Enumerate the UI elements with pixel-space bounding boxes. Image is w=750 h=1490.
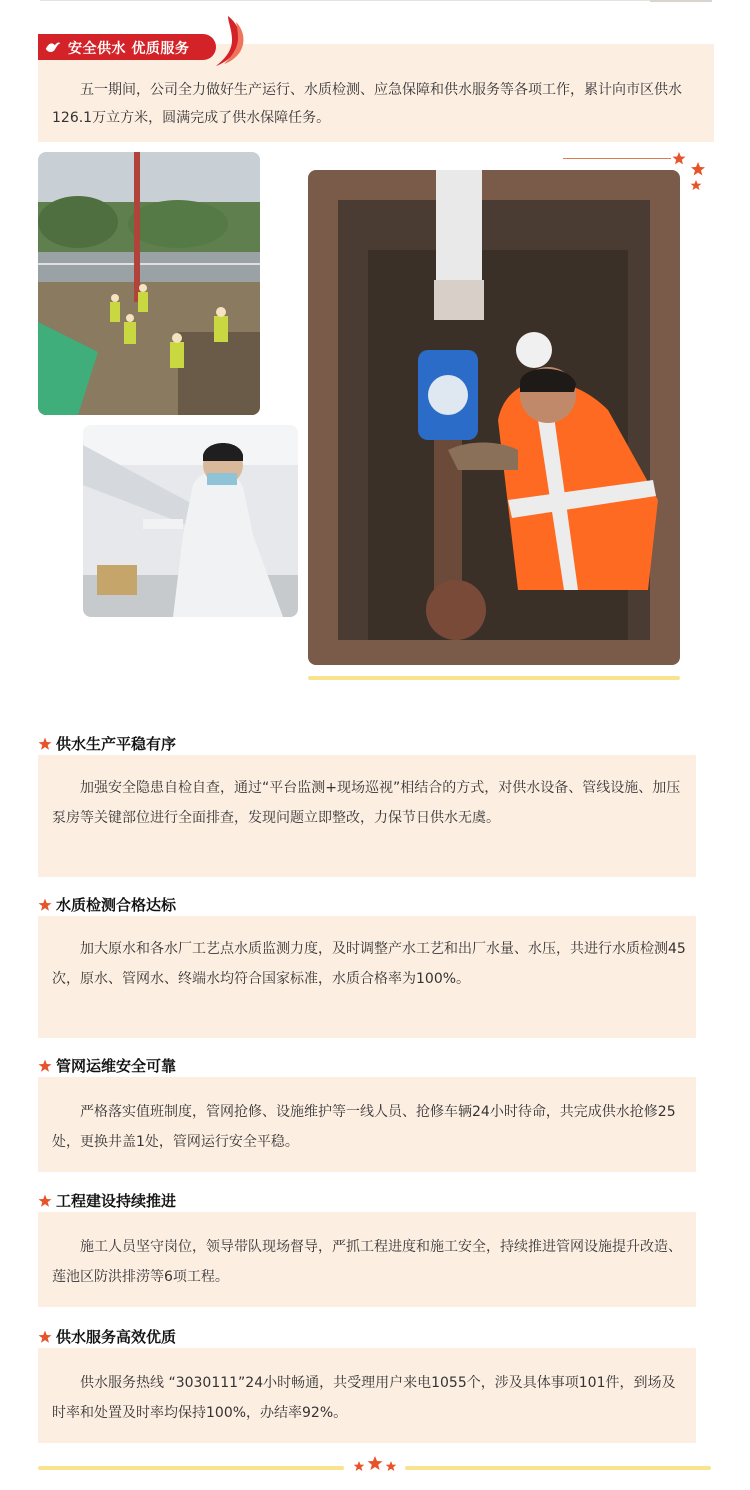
footer-divider-right <box>405 1466 711 1470</box>
section-text: 施工人员坚守岗位，领导带队现场督导，严抓工程进度和施工安全，持续推进管网设施提升改造、莲池区防洪排涝等6项工程。 <box>52 1239 682 1285</box>
star-icon <box>38 1330 52 1344</box>
top-divider-accent <box>650 0 712 2</box>
star-icon-cluster <box>672 150 708 194</box>
star-icon-cluster <box>350 1454 400 1476</box>
star-icon <box>38 1194 52 1208</box>
intro-text: 五一期间，公司全力做好生产运行、水质检测、应急保障和供水服务等各项工作，累计向市区供水126.1万立方米，圆满完成了供水保障任务。 <box>52 82 682 126</box>
section-text: 加大原水和各水厂工艺点水质监测力度，及时调整产水工艺和出厂水量、水压，共进行水质检测45次，原水、管网水、终端水均符合国家标准，水质合格率为100%。 <box>52 941 686 987</box>
section-title: 供水服务高效优质 <box>56 1328 177 1346</box>
section-text: 加强安全隐患自检自查，通过“平台监测+现场巡视”相结合的方式，对供水设备、管线设施、加压泵房等关键部位进行全面排查，发现问题立即整改，力保节日供水无虞。 <box>52 780 681 826</box>
star-icon <box>38 1059 52 1073</box>
section-title: 水质检测合格达标 <box>56 896 177 914</box>
dove-icon <box>44 38 62 56</box>
section-text: 严格落实值班制度，管网抢修、设施维护等一线人员、抢修车辆24小时待命，共完成供水抢修25处，更换井盖1处，管网运行安全平稳。 <box>52 1104 676 1150</box>
photo-underline <box>308 676 680 680</box>
lab-testing-photo <box>83 425 298 617</box>
footer-divider-left <box>38 1466 344 1470</box>
flame-ribbon-icon <box>214 14 254 68</box>
top-divider <box>40 0 712 6</box>
decorative-line <box>563 158 671 159</box>
section-title: 管网运维安全可靠 <box>56 1057 177 1075</box>
pipe-repair-photo <box>308 170 680 665</box>
banner-label: 安全供水 优质服务 <box>68 41 190 57</box>
star-icon <box>38 898 52 912</box>
star-icon <box>38 737 52 751</box>
construction-site-photo <box>38 152 260 415</box>
section-text: 供水服务热线 “3030111”24小时畅通，共受理用户来电1055个，涉及具体事项101件，到场及时率和处置及时率均保持100%，办结率92%。 <box>52 1375 676 1421</box>
section-title: 供水生产平稳有序 <box>56 735 177 753</box>
section-banner <box>38 34 248 74</box>
section-title: 工程建设持续推进 <box>56 1192 177 1210</box>
